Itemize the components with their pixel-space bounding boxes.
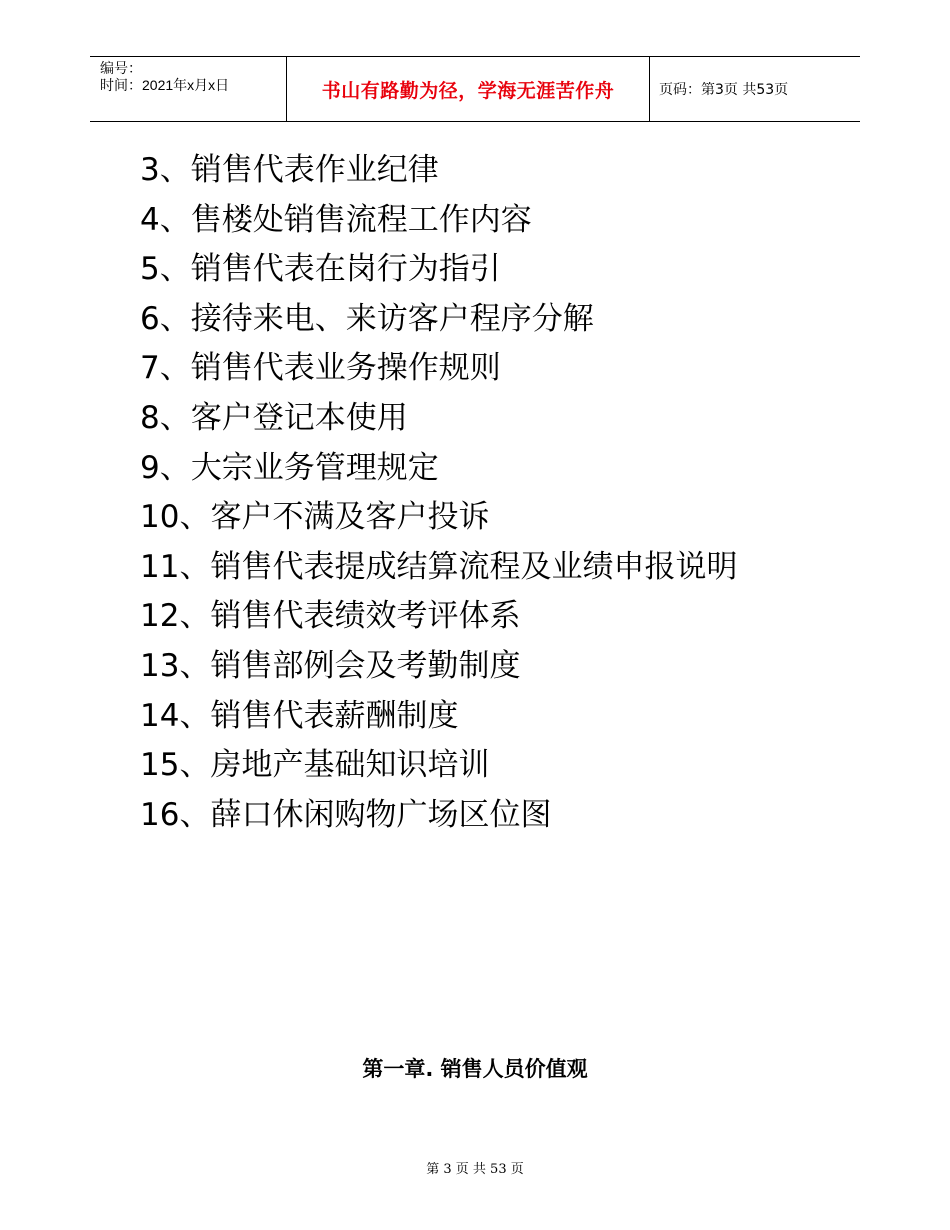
header-motto: 书山有路勤为径，学海无涯苦作舟	[321, 79, 615, 102]
toc-item: 15、房地产基础知识培训	[140, 747, 490, 784]
toc-item: 10、客户不满及客户投诉	[140, 499, 490, 536]
serial-number-label: 编号：	[100, 60, 142, 76]
toc-item: 11、销售代表提成结算流程及业绩申报说明	[140, 548, 738, 585]
header-motto-cell	[287, 57, 650, 121]
header-page-cell	[650, 57, 860, 121]
toc-item: 6、接待来电、来访客户程序分解	[140, 300, 594, 337]
toc-item: 14、销售代表薪酬制度	[140, 697, 459, 734]
toc-item: 4、售楼处销售流程工作内容	[140, 201, 532, 238]
header-page-code: 页码：第3页 共53页	[659, 82, 789, 98]
toc-item: 5、销售代表在岗行为指引	[140, 251, 501, 288]
toc-item: 3、销售代表作业纪律	[140, 152, 439, 188]
table-of-contents	[140, 146, 737, 840]
page-header	[90, 56, 860, 122]
toc-item: 9、大宗业务管理规定	[140, 449, 439, 486]
header-meta-cell	[90, 57, 287, 121]
chapter-title: 第一章. 销售人员价值观	[362, 1057, 588, 1081]
date-label: 时间：2021年x月x日	[100, 77, 230, 93]
toc-item: 8、客户登记本使用	[140, 399, 408, 436]
page-footer: 第 3 页 共 53 页	[426, 1162, 524, 1177]
toc-item: 16、薛口休闲购物广场区位图	[140, 796, 552, 833]
toc-item: 13、销售部例会及考勤制度	[140, 647, 521, 684]
toc-item: 7、销售代表业务操作规则	[140, 350, 501, 387]
toc-item: 12、销售代表绩效考评体系	[140, 598, 521, 635]
